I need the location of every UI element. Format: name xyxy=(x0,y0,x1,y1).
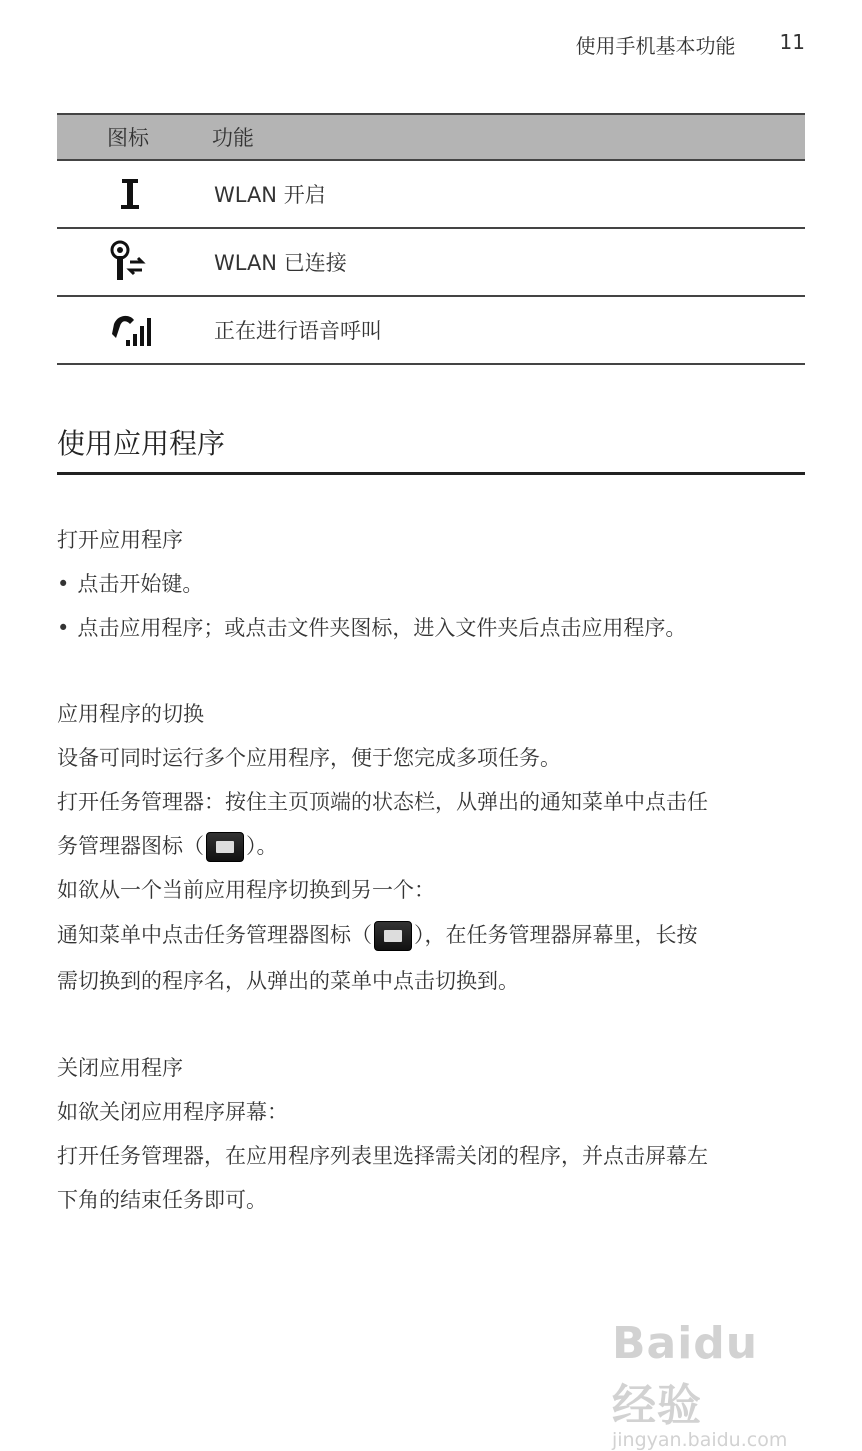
icon-table xyxy=(57,113,805,365)
text-span: 务管理器图标（ xyxy=(57,834,204,858)
wlan-on-icon xyxy=(118,177,142,211)
paragraph xyxy=(57,912,807,958)
paragraph: 设备可同时运行多个应用程序，便于您完成多项任务。 xyxy=(57,746,561,770)
table-cell-function: WLAN 已连接 xyxy=(214,251,347,275)
voice-call-icon xyxy=(108,310,152,350)
text-span: ），在任务管理器屏幕里，长按 xyxy=(414,923,698,947)
list-item: • 点击开始键。 xyxy=(57,562,807,606)
paragraph: 如欲从一个当前应用程序切换到另一个： xyxy=(57,878,435,902)
table-header xyxy=(57,115,805,161)
paragraph: 打开任务管理器：按住主页顶端的状态栏，从弹出的通知菜单中点击任 xyxy=(57,790,708,814)
page-number: 11 xyxy=(779,30,805,54)
subheading-close-apps: 关闭应用程序 xyxy=(57,1056,183,1080)
wlan-connected-icon xyxy=(108,240,152,284)
page-header xyxy=(576,30,805,59)
text-span: 通知菜单中点击任务管理器图标（ xyxy=(57,923,372,947)
task-manager-icon xyxy=(206,832,244,862)
task-manager-icon xyxy=(374,921,412,951)
list-item: • 点击应用程序；或点击文件夹图标，进入文件夹后点击应用程序。 xyxy=(57,606,807,650)
table-cell-function: 正在进行语音呼叫 xyxy=(214,319,382,343)
paragraph: 需切换到的程序名，从弹出的菜单中点击切换到。 xyxy=(57,969,519,993)
paragraph: 打开任务管理器，在应用程序列表里选择需关闭的程序，并点击屏幕左 xyxy=(57,1144,708,1168)
paragraph xyxy=(57,824,807,868)
paragraph: 如欲关闭应用程序屏幕： xyxy=(57,1100,288,1124)
header-function-col: 功能 xyxy=(212,126,254,150)
watermark-logo: Baidu 经验 xyxy=(612,1318,759,1431)
subheading-switch-apps: 应用程序的切换 xyxy=(57,702,204,726)
table-cell-function: WLAN 开启 xyxy=(214,183,326,207)
header-icon-col: 图标 xyxy=(107,126,149,150)
section-title: 使用应用程序 xyxy=(57,422,805,475)
section-body xyxy=(57,518,807,1222)
watermark-url: jingyan.baidu.com xyxy=(612,1429,788,1451)
header-title: 使用手机基本功能 xyxy=(575,34,736,58)
text-span: ）。 xyxy=(246,834,278,858)
baidu-watermark xyxy=(612,1300,812,1451)
table-row xyxy=(57,229,805,297)
paragraph: 下角的结束任务即可。 xyxy=(57,1188,267,1212)
subheading-open-apps: 打开应用程序 xyxy=(57,528,183,552)
table-row xyxy=(57,161,805,229)
table-row xyxy=(57,297,805,365)
